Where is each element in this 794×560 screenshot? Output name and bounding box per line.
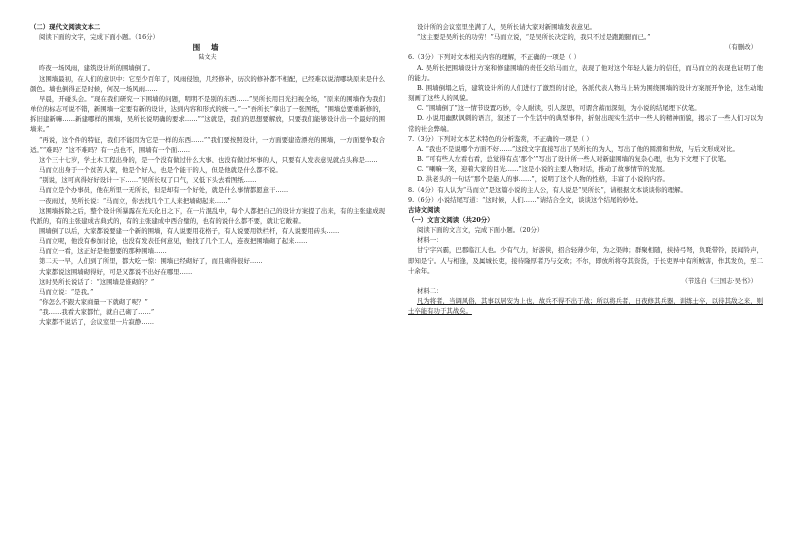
paragraph: 马而立说：“是我。” [38, 287, 94, 296]
paragraph: 这围墙最初，在人们的意识中：它至少百年了，风雨侵蚀，几经修补，历次的修补都不相配，已经难以说清哪块原来是什么颜色。墙也倒得正是时候，何况一场风雨…… [30, 74, 385, 93]
paragraph: “我……我看大家都忙，就自己砌了……” [38, 308, 155, 317]
option-7d: D. 洪老头的一句话“那个是能人的事……”，说明了这个人物的性格，丰富了小说的内容。 [416, 175, 669, 184]
option-6a: A. 吴所长把围墙设计方案和修建围墙的责任交给马而立，表现了他对这个年轻人能力的信任，而马而立的表现也证明了他的能力。 [408, 63, 763, 82]
paragraph: 马而立呢，他没有参加讨论，也没有发表任何意见，他找了几个工人，连夜把围墙砌了起来…… [38, 237, 308, 246]
paragraph: 这围墙拆除之后，整个设计所暴露在光天化日之下，在一片混乱中，每个人都把自己的设计方案提了出来，有的主张建成现代派的，有的主张建成古典式的，有的主张建成中西合璧的，也有的说什么都不要，就让它敞着。 [30, 206, 385, 225]
option-6d: D. 小说用幽默讽刺的语言，叙述了一个生活中的典型事件，折射出现实生活中一些人的精神面貌，揭示了一些人们习以为常的社会弊端。 [408, 114, 763, 133]
right-column [408, 22, 763, 547]
paragraph: 这时吴所长说话了：“这围墙是谁砌的？” [38, 277, 155, 286]
paragraph: 昨夜一场风雨，建筑设计所的围墙倒了。 [38, 64, 154, 73]
paragraph: 第二天一早，人们到了所里，都大吃一惊：围墙已经砌好了，而且砌得很好…… [38, 257, 263, 266]
paragraph: 马而立是个办事员，他在所里一无所长，但是却有一个好处，就是什么事情都愿意干…… [38, 186, 289, 195]
option-7c: C. “喇嘛一笑，迎着大家的目光……”这是小说的主要人物对话，推动了故事情节的发展。 [416, 165, 669, 174]
left-column [30, 22, 385, 547]
paragraph: 围墙倒了以后，大家都说要建一个新的围墙，有人说要用花格子，有人说要用铁栏杆，有人说要用砖头…… [38, 226, 340, 235]
question-7: 7.（3分）下列对文本艺术特色的分析鉴赏，不正确的一项是（ ） [408, 134, 593, 143]
material-1-label: 材料一： [416, 236, 443, 245]
material-2-label: 材料二： [416, 287, 443, 296]
question-9: 9.（6分）小说结尾写道：“这时候，人们……”请结合全文，谈谈这个结尾的妙处。 [408, 195, 642, 204]
paragraph: 设计所的会议室里坐满了人，吴所长请大家对新围墙发表意见。 [416, 23, 596, 31]
paragraph: 大家都说这围墙砌得好，可是又都说不出好在哪里…… [38, 267, 193, 276]
section-heading: （二）现代文阅读文本二 [30, 23, 101, 31]
paragraph: 一夜雨过，吴所长说：“马而立，你去找几个工人来把墙砌起来……” [38, 196, 231, 205]
classical-subheading: （一）文言文阅读（共20分） [408, 215, 494, 224]
paragraph: “再说，这个件的特征，我们不能因为它是一样的东西……”“我们要按照设计，一方面要建造漂亮的围墙，一方面要争取合适。”“难吗？”这不难吗？有一点也不，围墙有一个面…… [30, 135, 385, 154]
material-1-source: （节选自《三国志·吴书》） [681, 276, 757, 285]
paragraph: 早晨，开碰头会。“现在我们研究一下围墙的问题，明明不是别的东西……”吴所长用目光扫视全场，“原来的围墙作为我们单位的标志可说不错，新围墙一定要有新的设计，达到内容和形式的统一。”一“吾所长”拿出了一张图纸，“围墙总要重新修的，拆旧建新嘛……新建哪样的围墙，吴所长说明确的要求……”“这就是，我们的思想要解放，只要我们能够设计出一个最好的围墙来。” [30, 94, 385, 134]
question-6: 6.（3分）下列对文本相关内容的理解，不正确的一项是（ ） [408, 53, 580, 62]
instruction: 阅读下面的文字，完成下面小题。（16分） [38, 33, 159, 42]
option-6b: B. 围墙倒塌之后，建筑设计所的人们进行了激烈的讨论，各派代表人物马上转为围绕围墙的设计方案展开争论，这生动地刻画了这些人的风貌。 [408, 83, 763, 103]
paragraph: “这主要是吴所长的功劳！”马而立说，“是吴所长决定的，我只不过是跑跑腿而已。” [416, 33, 651, 42]
paragraph: “别说，这可真得好好设计一下……”吴所长叹了口气，又低下头去看图纸…… [38, 176, 257, 185]
option-7a: A. “我也不是说哪个方面不好……”这段文字直接写出了吴所长的为人，写出了他的圆滑和世故，与后文形成对比。 [416, 144, 739, 153]
material-2-text: 凡为将者，当调风俗，其事以居安为上也，故兵不得不出于战；所以将兵者，日夜修其兵器，训练士卒，以待其敌之来，则士卒能有功于其战矣。 [408, 297, 763, 316]
classical-heading: 古诗文阅读 [408, 205, 440, 214]
question-8: 8.（4分）有人认为“马而立”是这篇小说的主人公，有人说是“吴所长”，请根据文本谈谈你的理解。 [408, 185, 687, 194]
option-7b: B. “可有些人左看右看，总觉得有点‘那个’”写出了设计所一些人对新建围墙的复杂心理，也为下文埋下了伏笔。 [416, 155, 731, 164]
paragraph: 马而立一看，这正好是他想要的那种围墙…… [38, 247, 167, 256]
option-6c: C. “围墙倒了”这一情节设置巧妙，令人耐读，引人深思，可谓含蓄而深刻，为小说的结尾埋下伏笔。 [416, 104, 701, 113]
story-author: 陆文夫 [198, 54, 217, 62]
paragraph: 大家都不说话了，会议室里一片寂静…… [38, 318, 154, 327]
paragraph: 马而立出身于一个贫苦人家，他是个好人，也是个能干的人，但是他就是什么都不说。 [38, 166, 282, 175]
attribution: （有删改） [725, 43, 757, 52]
paragraph: “你怎么不跟大家商量一下就砌了呢？” [38, 298, 148, 307]
material-1-text: 甘宁字兴霸，巴郡临江人也。少有气力，好游侠，招合轻薄少年，为之渠帅；群聚相随，挟持弓弩，负毦带铃，民闻铃声，即知是宁。人与相逢，及属城长吏，接待隆厚者乃与交欢；不尔，即放所将夺其资货，于长吏界中有所贼害，作其发负，至二十余年。 [408, 246, 763, 275]
story-title: 围 墙 [192, 43, 223, 53]
paragraph: 这个三十七岁，学土木工程出身的，是一个没有做过什么大事、也没有做过坏事的人，只要有人发表意见就点头称是…… [38, 155, 378, 164]
classical-instruction: 阅读下面的文言文，完成下面小题。（20分） [416, 226, 544, 235]
